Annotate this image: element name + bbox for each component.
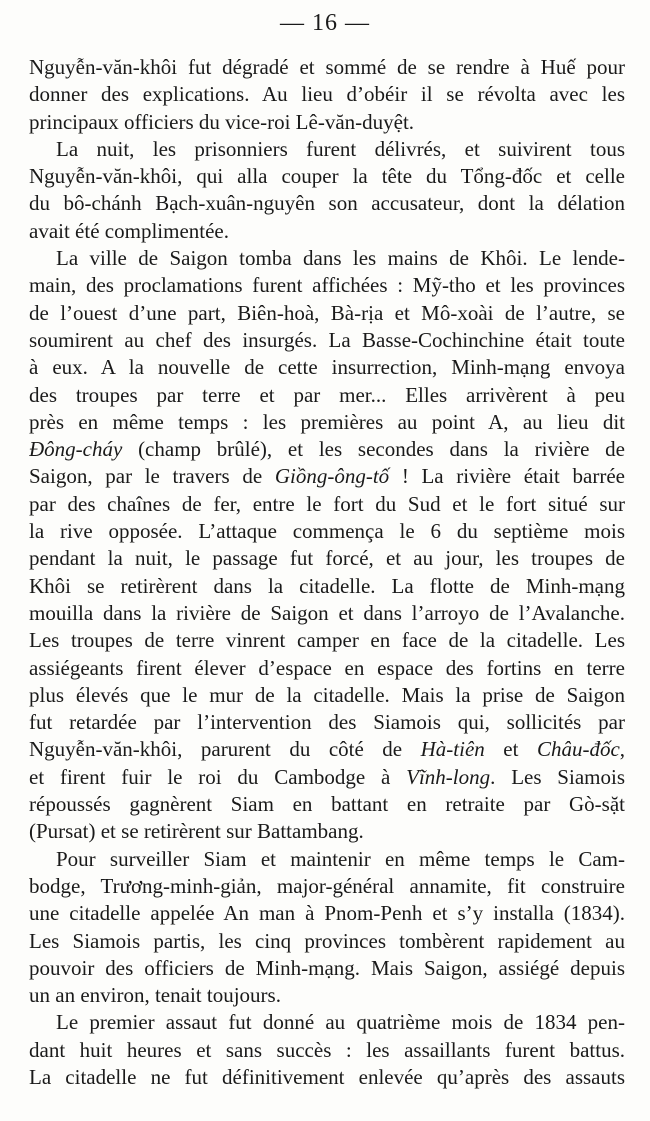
text-line: par des chaînes de fer, entre le fort du Sud et le fort situé sur xyxy=(29,491,625,516)
text-line: avait été complimentée. xyxy=(29,218,229,243)
text-line: La nuit, les prisonniers furent délivrés, et suivirent tous xyxy=(56,136,625,161)
paragraph xyxy=(29,54,625,136)
text-line: Pour surveiller Siam et maintenir en même temps le Cam- xyxy=(56,846,625,871)
text-line: dant huit heures et sans succès : les assaillants furent battus. xyxy=(29,1037,625,1062)
text-line: et firent fuir le roi du Cambodge à Vĩnh-long. Les Siamois xyxy=(29,764,625,789)
text-line: près en même temps : les premières au point A, au lieu dit xyxy=(29,409,625,434)
text-line: Le premier assaut fut donné au quatrième mois de 1834 pen- xyxy=(56,1010,625,1035)
text-line: répoussés gagnèrent Siam en battant en retraite par Gò-sặt xyxy=(29,792,625,817)
text-line: pendant la nuit, le passage fut forcé, et au jour, les troupes de xyxy=(29,546,625,571)
text-line: soumirent au chef des insurgés. La Basse-Cochinchine était toute xyxy=(29,327,625,352)
text-line: principaux officiers du vice-roi Lê-văn-duyệt. xyxy=(29,109,415,134)
text-line: Les Siamois partis, les cinq provinces tombèrent rapidement au xyxy=(29,928,625,953)
italic-term: Châu-đốc xyxy=(536,737,620,762)
text-line: La citadelle ne fut définitivement enlevée qu’après des assauts xyxy=(29,1064,625,1089)
italic-term: Đông-cháy xyxy=(29,437,123,462)
text-line: donner des explications. Au lieu d’obéir il se révolta avec les xyxy=(29,82,625,107)
text-line: des troupes par terre et par mer... Elles arrivèrent à peu xyxy=(29,382,625,407)
italic-term: Vĩnh-long xyxy=(406,764,491,789)
text-line: un an environ, tenait toujours. xyxy=(29,983,281,1008)
paragraph xyxy=(29,1009,625,1091)
text-line: Les troupes de terre vinrent camper en face de la citadelle. Les xyxy=(29,628,625,653)
paragraph xyxy=(29,136,625,245)
text-line: Khôi se retirèrent dans la citadelle. La flotte de Minh-mạng xyxy=(29,573,625,598)
text-line: bodge, Trương-minh-giản, major-général annamite, fit construire xyxy=(29,873,625,898)
text-line: une citadelle appelée An man à Pnom-Penh et s’y installa (1834). xyxy=(29,901,625,926)
text-line: la rive opposée. L’attaque commença le 6 du septième mois xyxy=(29,519,625,544)
text-line: à eux. A la nouvelle de cette insurrection, Minh-mạng envoya xyxy=(29,355,625,380)
text-line: Nguyễn-văn-khôi, qui alla couper la tête du Tổng-đốc et celle xyxy=(29,164,625,189)
paragraph xyxy=(29,846,625,1010)
text-line: du bô-chánh Bạch-xuân-nguyên son accusateur, dont la délation xyxy=(29,191,625,216)
text-line: Nguyễn-văn-khôi fut dégradé et sommé de se rendre à Huế pour xyxy=(29,55,625,79)
text-line: Saigon, par le travers de Giồng-ông-tố ! La rivière était barrée xyxy=(29,464,625,489)
body-text xyxy=(29,54,625,1091)
text-line: pouvoir des officiers de Minh-mạng. Mais Saigon, assiégé depuis xyxy=(29,955,625,980)
text-line: Đông-cháy (champ brûlé), et les secondes dans la rivière de xyxy=(29,437,625,462)
text-line: Nguyễn-văn-khôi, parurent du côté de Hà-tiên et Châu-đốc, xyxy=(29,737,625,762)
text-line: fut retardée par l’intervention des Siamois qui, sollicités par xyxy=(29,710,625,735)
italic-term: Giồng-ông-tố xyxy=(274,464,390,489)
text-line: assiégeants firent élever d’espace en espace des fortins en terre xyxy=(29,655,625,680)
text-line: main, des proclamations furent affichées : Mỹ-tho et les provinces xyxy=(29,273,625,298)
text-line: de l’ouest d’une part, Biên-hoà, Bà-rịa et Mô-xoài de l’autre, se xyxy=(29,300,625,325)
text-line: plus élevés que le mur de la citadelle. Mais la prise de Saigon xyxy=(29,682,625,707)
page-number: — 16 — xyxy=(280,10,370,36)
italic-term: Hà-tiên xyxy=(420,737,485,762)
text-line: (Pursat) et se retirèrent sur Battambang. xyxy=(29,819,364,844)
paragraph xyxy=(29,245,625,846)
text-line: La ville de Saigon tomba dans les mains de Khôi. Le lende- xyxy=(56,246,625,271)
text-line: mouilla dans la rivière de Saigon et dans l’arroyo de l’Avalanche. xyxy=(29,600,625,625)
